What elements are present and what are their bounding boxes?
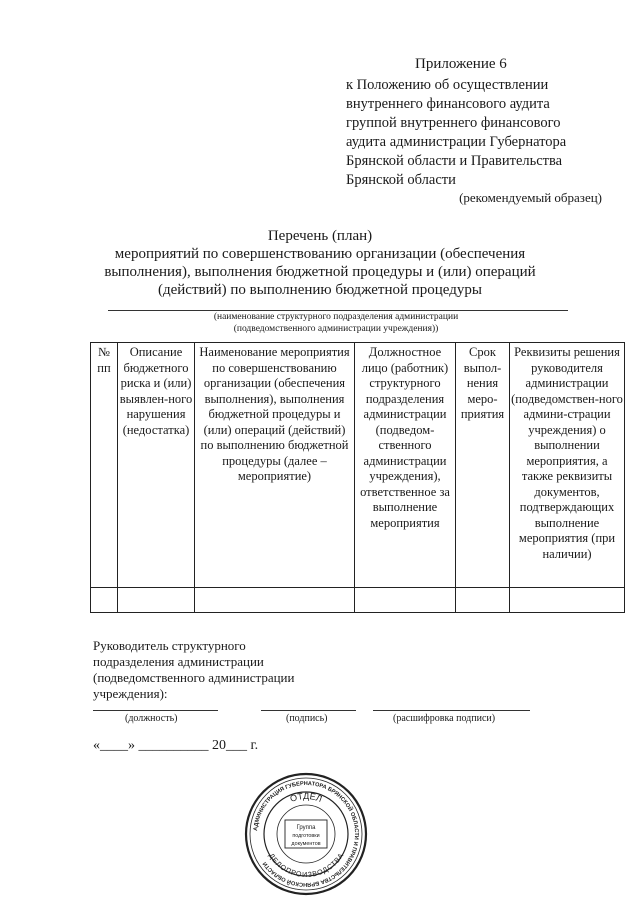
appendix-line: Брянской области и Правительства xyxy=(346,153,563,169)
unit-name-line xyxy=(108,310,568,311)
decoding-caption: (расшифровка подписи) xyxy=(393,713,496,724)
appendix-line: Брянской области xyxy=(346,172,456,188)
unit-caption: (подведомственного администрации учреждения)) xyxy=(233,324,439,334)
document-title-line: выполнения), выполнения бюджетной процедуры и (или) операций xyxy=(104,264,536,280)
signature-label-line: (подведомственного администрации xyxy=(93,670,295,685)
col-header-measure: Наименование мероприятия по совершенствованию организации (обеспечения выполнения), выполнения бюджетной процедуры и (или) операций (действий) по выполнению бюджетной процедуры (далее – мероприятие) xyxy=(195,343,355,588)
col-header-requisites: Реквизиты решения руководителя администрации (подведомствен-ного админи-страции учреждения) о выполнении мероприятия, а также реквизиты документов, подтверждающих выполнение мероприятия (при наличии) xyxy=(510,343,625,588)
unit-caption: (наименование структурного подразделения администрации xyxy=(213,312,459,322)
table-header-row xyxy=(91,343,625,588)
stamp-center-line: документов xyxy=(291,841,321,847)
col-header-number: № пп xyxy=(91,343,118,588)
date-line: «____» __________ 20___ г. xyxy=(93,738,259,753)
col-header-deadline: Срок выпол-нения меро-приятия xyxy=(456,343,510,588)
stamp-center-line: подготовки xyxy=(292,833,320,839)
appendix-line: к Положению об осуществлении xyxy=(346,77,549,93)
position-caption: (должность) xyxy=(125,713,178,724)
signature-label-line: Руководитель структурного xyxy=(93,638,246,653)
position-line[interactable] xyxy=(93,710,218,711)
document-title-line: мероприятий по совершенствованию организации (обеспечения xyxy=(114,246,526,262)
col-header-risk: Описание бюджетного риска и (или) выявлен-ного нарушения (недостатка) xyxy=(118,343,195,588)
document-heading: Перечень (план) xyxy=(267,228,373,244)
official-stamp xyxy=(244,772,368,896)
table-cell[interactable] xyxy=(355,588,456,613)
signature-label-line: подразделения администрации xyxy=(93,654,264,669)
table-row xyxy=(91,588,625,613)
signature-label-line: учреждения): xyxy=(93,686,168,701)
appendix-title: Приложение 6 xyxy=(415,56,507,72)
signature-line[interactable] xyxy=(261,710,356,711)
table-cell[interactable] xyxy=(91,588,118,613)
table-cell[interactable] xyxy=(195,588,355,613)
stamp-word-top: ОТДЕЛ xyxy=(288,790,324,804)
document-title-line: (действий) по выполнению бюджетной процедуры xyxy=(158,282,482,298)
stamp-ring-text: АДМИНИСТРАЦИЯ ГУБЕРНАТОРА БРЯНСКОЙ ОБЛАСТИ И ПРАВИТЕЛЬСТВА БРЯНСКОЙ ОБЛАСТИ xyxy=(253,780,360,888)
sample-note: (рекомендуемый образец) xyxy=(459,190,602,205)
decoding-line[interactable] xyxy=(373,710,530,711)
table-cell[interactable] xyxy=(456,588,510,613)
appendix-line: внутреннего финансового аудита xyxy=(346,96,550,112)
plan-table xyxy=(90,342,625,613)
signature-caption: (подпись) xyxy=(286,713,328,724)
appendix-line: аудита администрации Губернатора xyxy=(346,134,567,150)
table-cell[interactable] xyxy=(510,588,625,613)
col-header-responsible: Должностное лицо (работник) структурного подразделения администрации (подведом-ственного администрации учреждения), ответственное за выполнение мероприятия xyxy=(355,343,456,588)
table-cell[interactable] xyxy=(118,588,195,613)
appendix-line: группой внутреннего финансового xyxy=(346,115,561,131)
stamp-center-line: Группа xyxy=(296,825,316,831)
stamp-word-bottom: ДЕЛОПРОИЗВОДСТВА xyxy=(267,851,345,879)
